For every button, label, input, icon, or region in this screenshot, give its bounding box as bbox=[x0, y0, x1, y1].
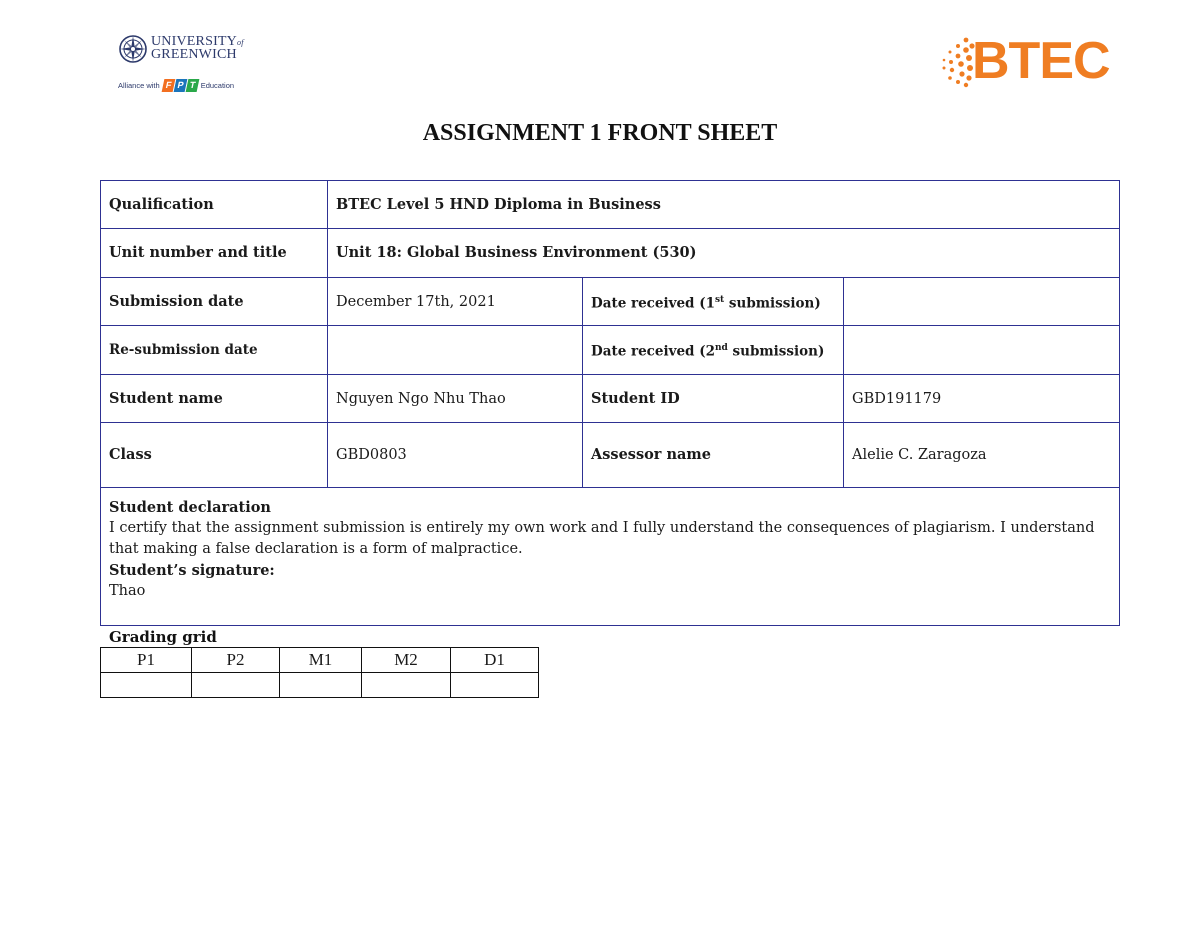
class-value: GBD0803 bbox=[328, 423, 583, 488]
row-submission bbox=[101, 278, 1120, 326]
date-received-second-value bbox=[844, 326, 1120, 375]
date-received-first-value bbox=[844, 278, 1120, 326]
grading-grid-table bbox=[100, 647, 539, 698]
grade-value-d1 bbox=[451, 673, 539, 698]
fpt-letter-t: T bbox=[185, 79, 199, 92]
qualification-label: Qualification bbox=[101, 181, 328, 229]
row-resubmission bbox=[101, 326, 1120, 375]
student-id-value: GBD191179 bbox=[844, 375, 1120, 423]
assessor-name-value: Alelie C. Zaragoza bbox=[844, 423, 1120, 488]
grade-header-p2: P2 bbox=[192, 648, 280, 673]
fpt-logo bbox=[163, 79, 198, 92]
row-student bbox=[101, 375, 1120, 423]
university-name-line1: UNIVERSITYof bbox=[151, 34, 244, 49]
student-signature: Thao bbox=[109, 583, 146, 599]
fpt-letter-f: F bbox=[161, 79, 175, 92]
page-title: ASSIGNMENT 1 FRONT SHEET bbox=[422, 120, 778, 146]
btec-wordmark: BTEC bbox=[972, 32, 1110, 90]
student-declaration-cell bbox=[101, 488, 1120, 626]
student-name-value: Nguyen Ngo Nhu Thao bbox=[328, 375, 583, 423]
university-of-greenwich-logo bbox=[118, 33, 248, 95]
submission-date-label: Submission date bbox=[101, 278, 328, 326]
alliance-suffix: Education bbox=[200, 80, 235, 90]
front-sheet-table bbox=[100, 180, 1120, 626]
grade-header-p1: P1 bbox=[101, 648, 192, 673]
row-declaration bbox=[101, 488, 1120, 626]
grading-grid-header-row bbox=[101, 648, 539, 673]
resubmission-date-label: Re-submission date bbox=[101, 326, 328, 375]
date-received-first-label: Date received (1st submission) bbox=[583, 278, 844, 326]
grading-grid-caption: Grading grid bbox=[109, 628, 217, 646]
grade-value-p2 bbox=[192, 673, 280, 698]
compass-crest-icon bbox=[118, 34, 148, 64]
date-received-second-label: Date received (2nd submission) bbox=[583, 326, 844, 375]
fpt-alliance-line bbox=[118, 77, 234, 93]
row-unit bbox=[101, 229, 1120, 278]
student-name-label: Student name bbox=[101, 375, 328, 423]
unit-label: Unit number and title bbox=[101, 229, 328, 278]
submission-date-value: December 17th, 2021 bbox=[328, 278, 583, 326]
fpt-letter-p: P bbox=[173, 79, 187, 92]
btec-dots-icon bbox=[936, 36, 976, 88]
alliance-prefix: Alliance with bbox=[118, 80, 160, 90]
class-label: Class bbox=[101, 423, 328, 488]
assessor-name-label: Assessor name bbox=[583, 423, 844, 488]
declaration-text: I certify that the assignment submission is entirely my own work and I fully understand the consequences of plagiarism. I understand that making a false declaration is a form of malpractice. bbox=[109, 520, 1095, 557]
unit-value: Unit 18: Global Business Environment (530) bbox=[328, 229, 1120, 278]
grade-value-m1 bbox=[280, 673, 362, 698]
declaration-title: Student declaration bbox=[109, 499, 271, 516]
grade-header-m1: M1 bbox=[280, 648, 362, 673]
grade-value-p1 bbox=[101, 673, 192, 698]
grade-header-m2: M2 bbox=[362, 648, 451, 673]
university-name-line2: GREENWICH bbox=[151, 47, 237, 62]
resubmission-date-value bbox=[328, 326, 583, 375]
row-class bbox=[101, 423, 1120, 488]
signature-label: Student’s signature: bbox=[109, 562, 275, 579]
row-qualification bbox=[101, 181, 1120, 229]
grading-grid-value-row bbox=[101, 673, 539, 698]
grade-value-m2 bbox=[362, 673, 451, 698]
btec-logo bbox=[936, 34, 1120, 90]
qualification-value: BTEC Level 5 HND Diploma in Business bbox=[328, 181, 1120, 229]
student-id-label: Student ID bbox=[583, 375, 844, 423]
grade-header-d1: D1 bbox=[451, 648, 539, 673]
